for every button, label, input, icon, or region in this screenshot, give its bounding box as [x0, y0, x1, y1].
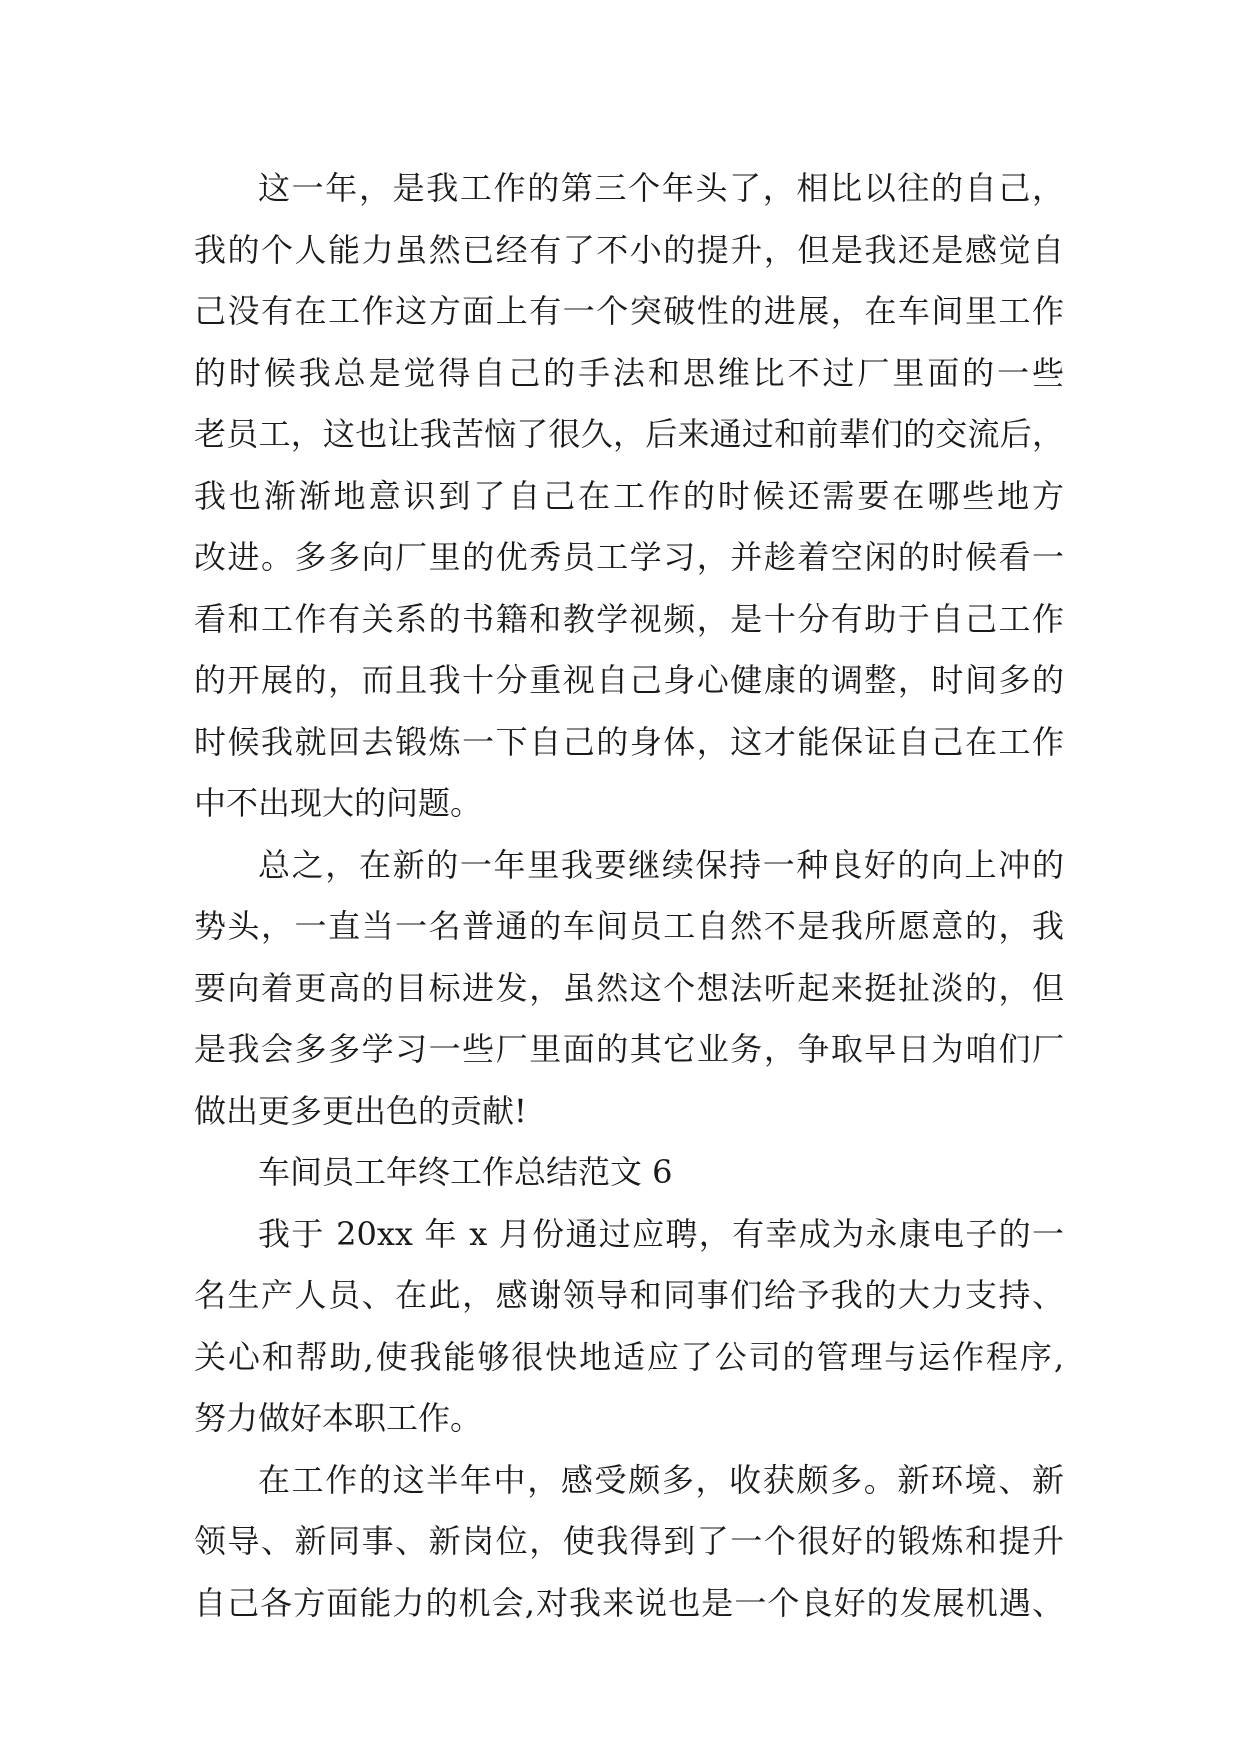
paragraph-1-line-2: 我的个人能力虽然已经有了不小的提升，但是我还是感觉自	[194, 230, 1064, 269]
paragraph-1-line-3: 己没有在工作这方面上有一个突破性的进展，在车间里工作	[194, 292, 1064, 330]
paragraph-1-line-11: 中不出现大的问题。	[194, 784, 483, 822]
paragraph-1-line-1: 这一年，是我工作的第三个年头了，相比以往的自己，	[258, 169, 1064, 207]
paragraph-1-line-8: 看和工作有关系的书籍和教学视频，是十分有助于自己工作	[194, 599, 1064, 638]
paragraph-1-line-10: 时候我就回去锻炼一下自己的身体，这才能保证自己在工作	[194, 722, 1064, 761]
paragraph-3-line-3: 关心和帮助,使我能够很快地适应了公司的管理与运作程序,	[194, 1337, 1064, 1376]
paragraph-2-line-2: 势头，一直当一名普通的车间员工自然不是我所愿意的，我	[194, 907, 1064, 945]
paragraph-3-line-2: 名生产人员、在此，感谢领导和同事们给予我的大力支持、	[194, 1276, 1064, 1314]
paragraph-1-line-9: 的开展的，而且我十分重视自己身心健康的调整，时间多的	[194, 661, 1064, 699]
paragraph-2-line-1: 总之，在新的一年里我要继续保持一种良好的向上冲的	[258, 845, 1064, 884]
paragraph-2-line-5: 做出更多更出色的贡献!	[194, 1091, 527, 1130]
paragraph-2-line-3: 要向着更高的目标进发，虽然这个想法听起来挺扯淡的，但	[194, 968, 1064, 1007]
paragraph-3-line-1: 我于 20xx 年 x 月份通过应聘，有幸成为永康电子的一	[258, 1214, 1064, 1253]
paragraph-1-line-7: 改进。多多向厂里的优秀员工学习，并趁着空闲的时候看一	[194, 538, 1064, 576]
paragraph-2-line-4: 是我会多多学习一些厂里面的其它业务，争取早日为咱们厂	[194, 1030, 1064, 1068]
paragraph-4-line-1: 在工作的这半年中，感受颇多，收获颇多。新环境、新	[258, 1460, 1064, 1499]
paragraph-4-line-2: 领导、新同事、新岗位，使我得到了一个很好的锻炼和提升	[194, 1522, 1064, 1560]
paragraph-1-line-4: 的时候我总是觉得自己的手法和思维比不过厂里面的一些	[194, 353, 1064, 392]
paragraph-3-line-4: 努力做好本职工作。	[194, 1399, 483, 1437]
paragraph-1-line-6: 我也渐渐地意识到了自己在工作的时候还需要在哪些地方	[194, 476, 1064, 515]
paragraph-1-line-5: 老员工，这也让我苦恼了很久，后来通过和前辈们的交流后，	[194, 415, 1064, 453]
paragraph-4-line-3: 自己各方面能力的机会,对我来说也是一个良好的发展机遇、	[194, 1583, 1064, 1622]
section-heading: 车间员工年终工作总结范文 6	[258, 1153, 673, 1191]
document-body	[194, 158, 1064, 1634]
